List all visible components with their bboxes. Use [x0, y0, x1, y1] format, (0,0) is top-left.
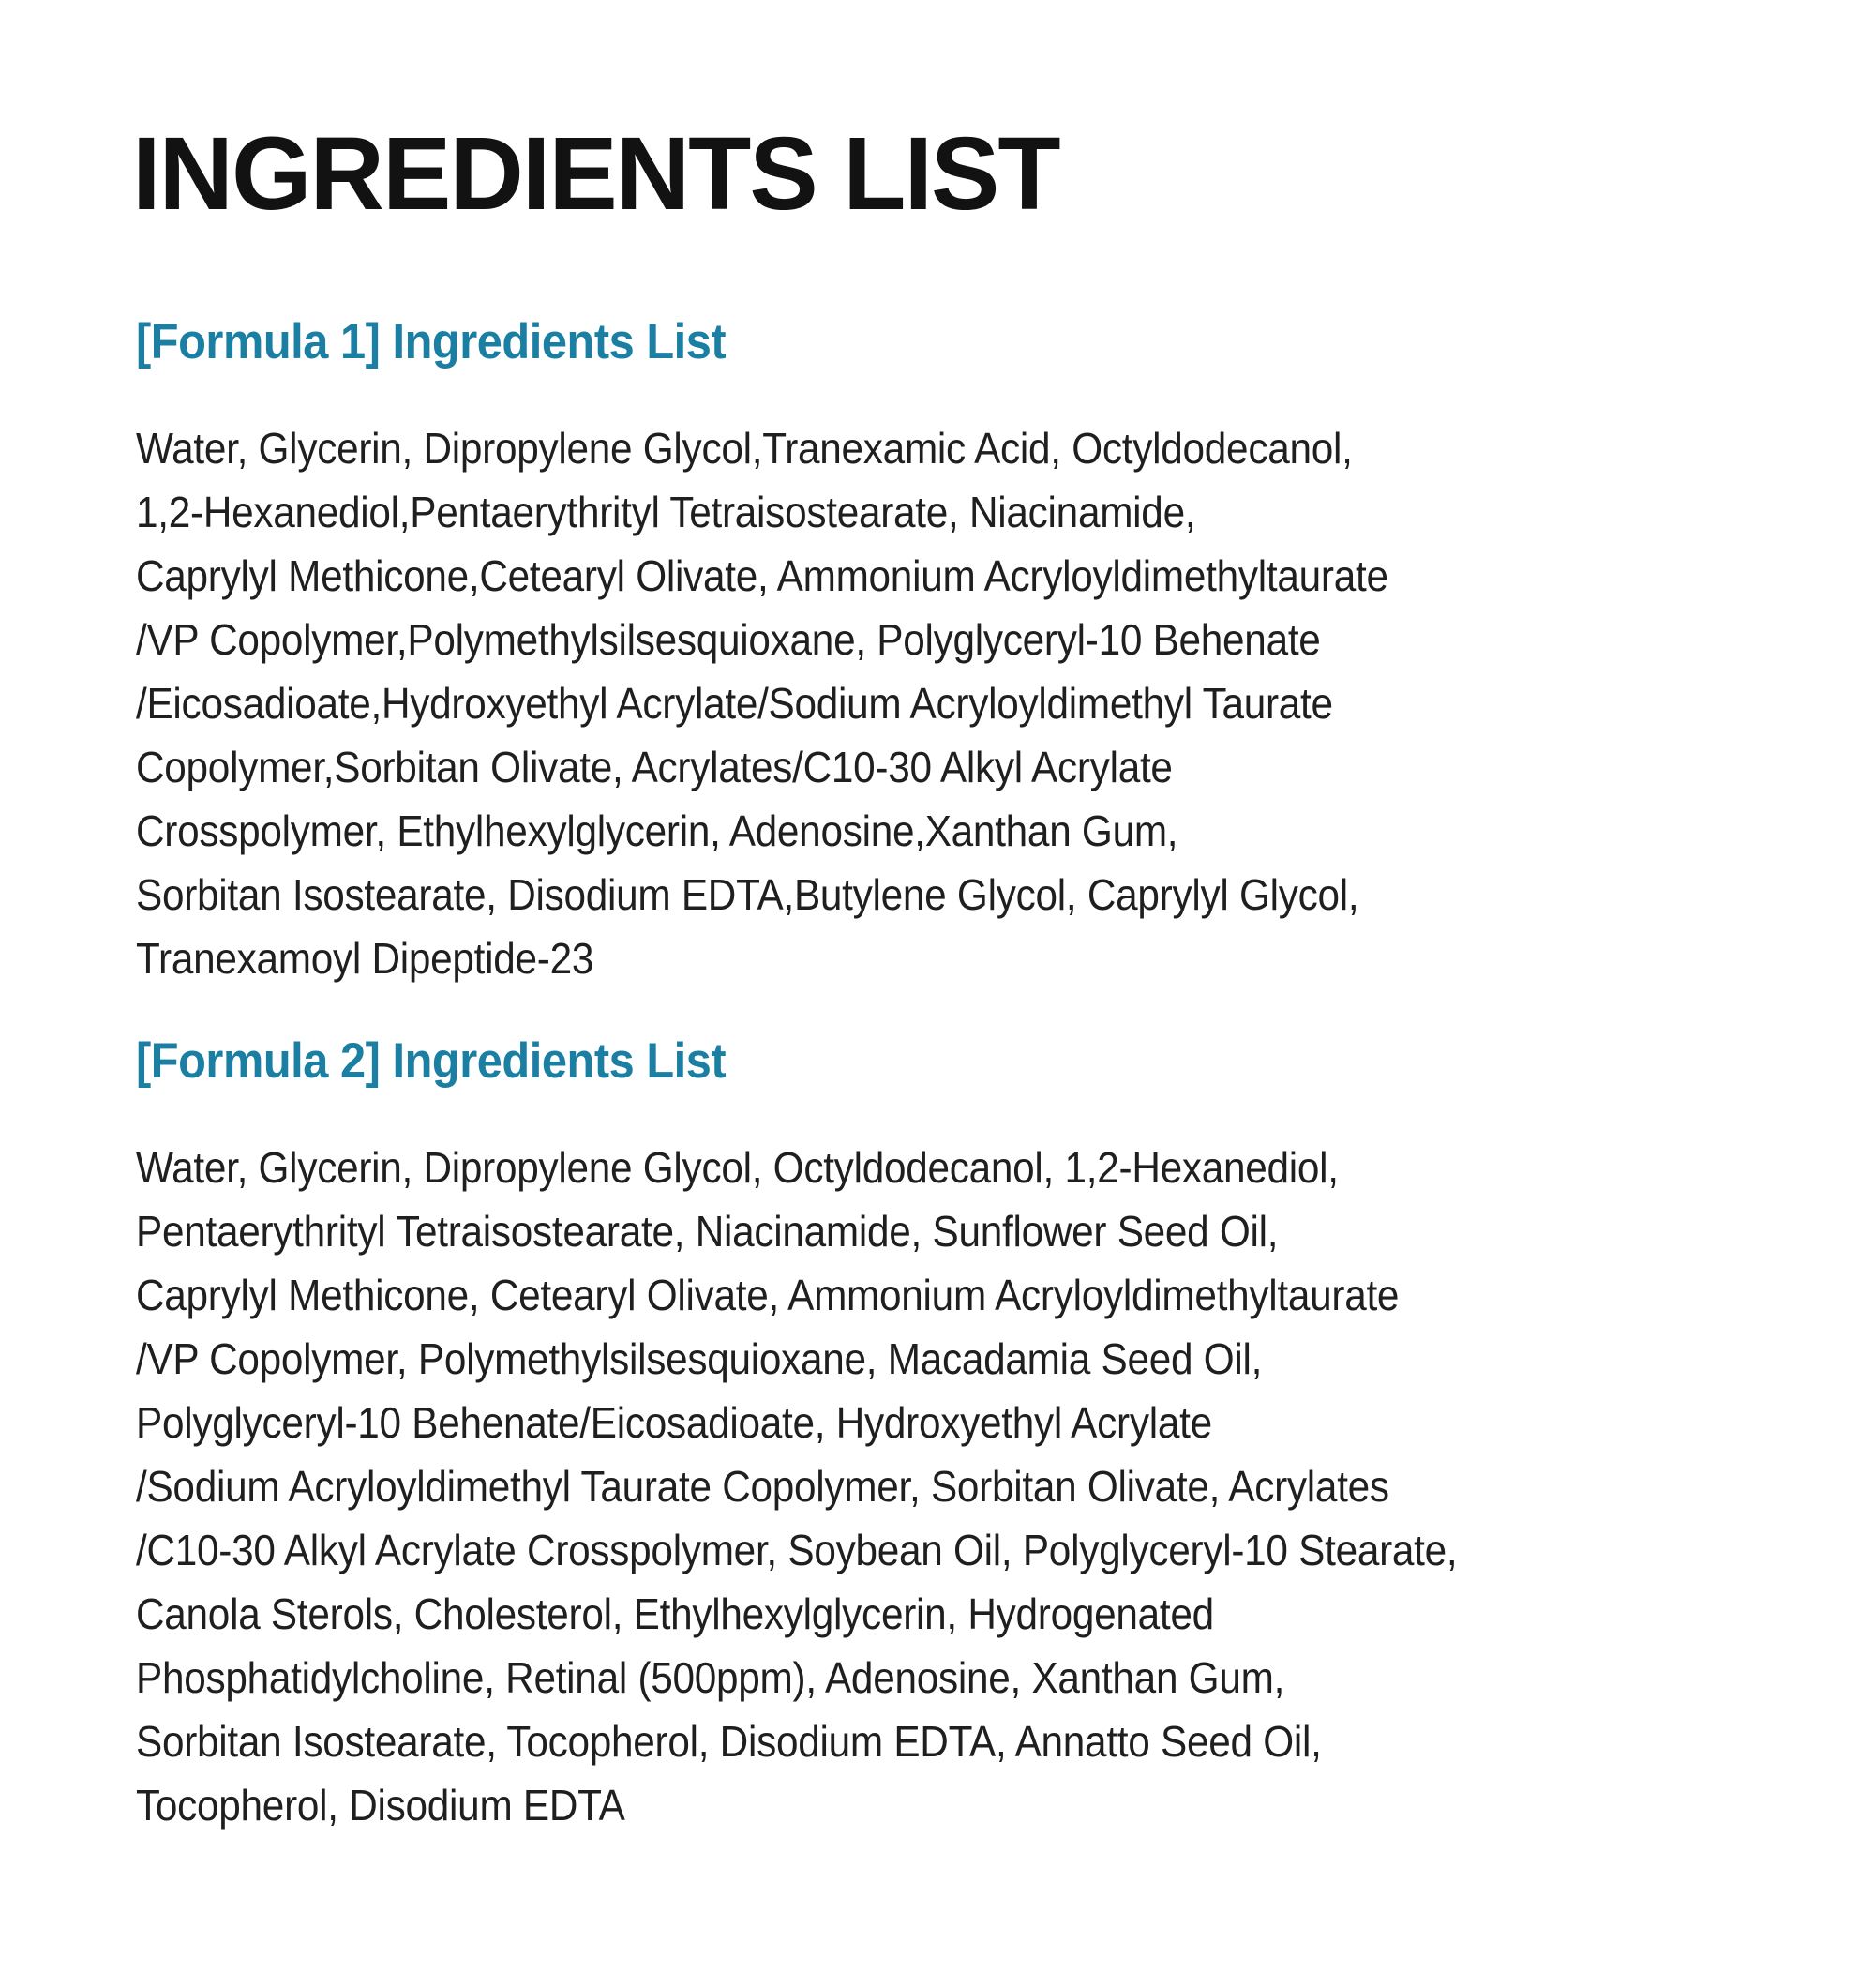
- ingredient-line: Polyglyceryl-10 Behenate/Eicosadioate, Hydroxyethyl Acrylate: [136, 1397, 1212, 1447]
- ingredient-line: Copolymer,Sorbitan Olivate, Acrylates/C10-30 Alkyl Acrylate: [136, 742, 1173, 791]
- ingredient-line: Sorbitan Isostearate, Disodium EDTA,Butylene Glycol, Caprylyl Glycol,: [136, 869, 1359, 919]
- ingredient-line: Sorbitan Isostearate, Tocopherol, Disodium EDTA, Annatto Seed Oil,: [136, 1716, 1322, 1766]
- ingredient-line: Tocopherol, Disodium EDTA: [136, 1780, 625, 1830]
- ingredient-line: Caprylyl Methicone, Cetearyl Olivate, Ammonium Acryloyldimethyltaurate: [136, 1270, 1400, 1319]
- ingredient-line: Water, Glycerin, Dipropylene Glycol,Tranexamic Acid, Octyldodecanol,: [136, 423, 1353, 473]
- ingredient-line: Crosspolymer, Ethylhexylglycerin, Adenosine,Xanthan Gum,: [136, 806, 1178, 855]
- ingredient-line: Phosphatidylcholine, Retinal (500ppm), Adenosine, Xanthan Gum,: [136, 1652, 1285, 1702]
- page-title: INGREDIENTS LIST: [132, 116, 1059, 232]
- ingredient-line: Caprylyl Methicone,Cetearyl Olivate, Ammonium Acryloyldimethyltaurate: [136, 550, 1388, 600]
- ingredient-line: Pentaerythrityl Tetraisostearate, Niacinamide, Sunflower Seed Oil,: [136, 1206, 1279, 1256]
- formula-1-ingredients: [136, 416, 1684, 990]
- ingredient-line: 1,2-Hexanediol,Pentaerythrityl Tetraisostearate, Niacinamide,: [136, 487, 1196, 536]
- ingredient-line: Water, Glycerin, Dipropylene Glycol, Octyldodecanol, 1,2-Hexanediol,: [136, 1142, 1339, 1192]
- ingredient-line: /C10-30 Alkyl Acrylate Crosspolymer, Soybean Oil, Polyglyceryl-10 Stearate,: [136, 1525, 1458, 1574]
- formula-2-heading: [Formula 2] Ingredients List: [136, 1032, 727, 1089]
- ingredient-line: /Eicosadioate,Hydroxyethyl Acrylate/Sodium Acryloyldimethyl Taurate: [136, 678, 1333, 728]
- ingredient-line: /VP Copolymer, Polymethylsilsesquioxane, Macadamia Seed Oil,: [136, 1333, 1263, 1383]
- ingredients-document: [0, 113, 1875, 1988]
- ingredient-line: /VP Copolymer,Polymethylsilsesquioxane, Polyglyceryl-10 Behenate: [136, 614, 1321, 664]
- ingredient-line: /Sodium Acryloyldimethyl Taurate Copolymer, Sorbitan Olivate, Acrylates: [136, 1461, 1389, 1511]
- ingredient-line: Canola Sterols, Cholesterol, Ethylhexylglycerin, Hydrogenated: [136, 1589, 1214, 1638]
- formula-2-ingredients: [136, 1136, 1684, 1837]
- ingredient-line: Tranexamoyl Dipeptide-23: [136, 933, 594, 983]
- formula-1-heading: [Formula 1] Ingredients List: [136, 314, 727, 369]
